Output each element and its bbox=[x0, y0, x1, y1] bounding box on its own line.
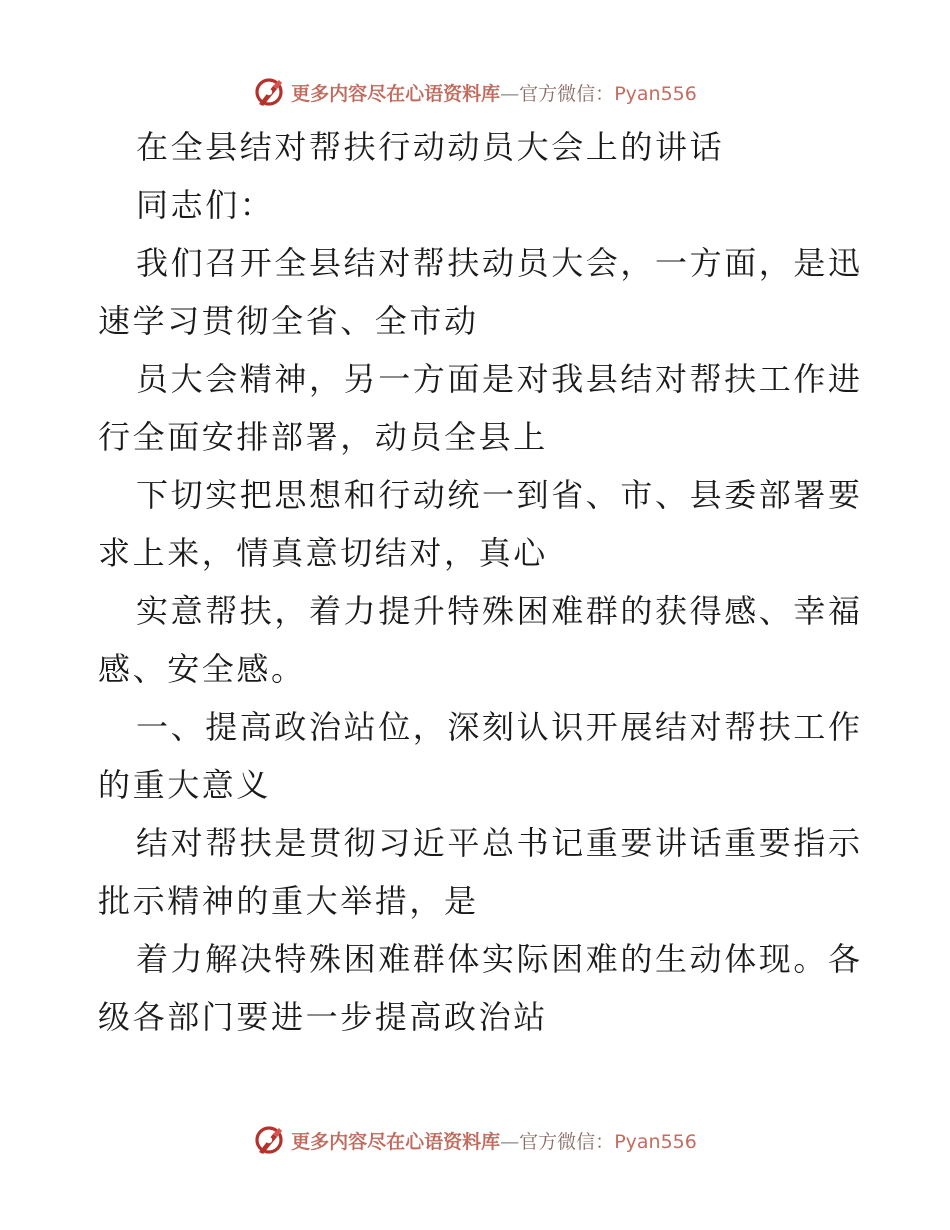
section-heading-continued: 的重大意义 bbox=[98, 766, 272, 804]
watermark-text bbox=[291, 79, 697, 106]
text-line: 感、安全感。 bbox=[98, 650, 306, 688]
pen-circle-logo-icon bbox=[253, 76, 285, 108]
watermark-inner bbox=[253, 1124, 697, 1156]
text-line: 我们召开全县结对帮扶动员大会，一方面，是迅 bbox=[136, 244, 863, 282]
text-line: 批示精神的重大举措，是 bbox=[98, 882, 479, 920]
document-body bbox=[98, 118, 863, 1046]
header-watermark bbox=[0, 72, 950, 112]
text-line: 实意帮扶，着力提升特殊困难群的获得感、幸福 bbox=[136, 592, 863, 630]
watermark-id: Pyan556 bbox=[614, 1130, 697, 1153]
text-line: 结对帮扶是贯彻习近平总书记重要讲话重要指示 bbox=[136, 824, 863, 862]
text-line: 速学习贯彻全省、全市动 bbox=[98, 302, 479, 340]
document-salutation: 同志们： bbox=[136, 186, 275, 224]
text-line: 下切实把思想和行动统一到省、市、县委部署要 bbox=[136, 476, 863, 514]
watermark-label: 官方微信： bbox=[519, 82, 615, 105]
text-line: 行全面安排部署，动员全县上 bbox=[98, 418, 548, 456]
watermark-inner bbox=[253, 76, 697, 108]
text-line: 员大会精神，另一方面是对我县结对帮扶工作进 bbox=[136, 360, 863, 398]
footer-watermark bbox=[0, 1120, 950, 1160]
watermark-id: Pyan556 bbox=[614, 82, 697, 105]
watermark-site: 更多内容尽在心语资料库 bbox=[291, 1130, 501, 1153]
watermark-separator: — bbox=[500, 1130, 520, 1153]
text-line: 级各部门要进一步提高政治站 bbox=[98, 998, 548, 1036]
watermark-site: 更多内容尽在心语资料库 bbox=[291, 82, 501, 105]
watermark-text bbox=[291, 1127, 697, 1154]
document-title: 在全县结对帮扶行动动员大会上的讲话 bbox=[136, 128, 725, 166]
watermark-label: 官方微信： bbox=[519, 1130, 615, 1153]
section-heading: 一、提高政治站位，深刻认识开展结对帮扶工作 bbox=[136, 708, 863, 746]
text-line: 求上来，情真意切结对，真心 bbox=[98, 534, 548, 572]
pen-circle-logo-icon bbox=[253, 1124, 285, 1156]
watermark-separator: — bbox=[500, 82, 520, 105]
text-line: 着力解决特殊困难群体实际困难的生动体现。各 bbox=[136, 940, 863, 978]
